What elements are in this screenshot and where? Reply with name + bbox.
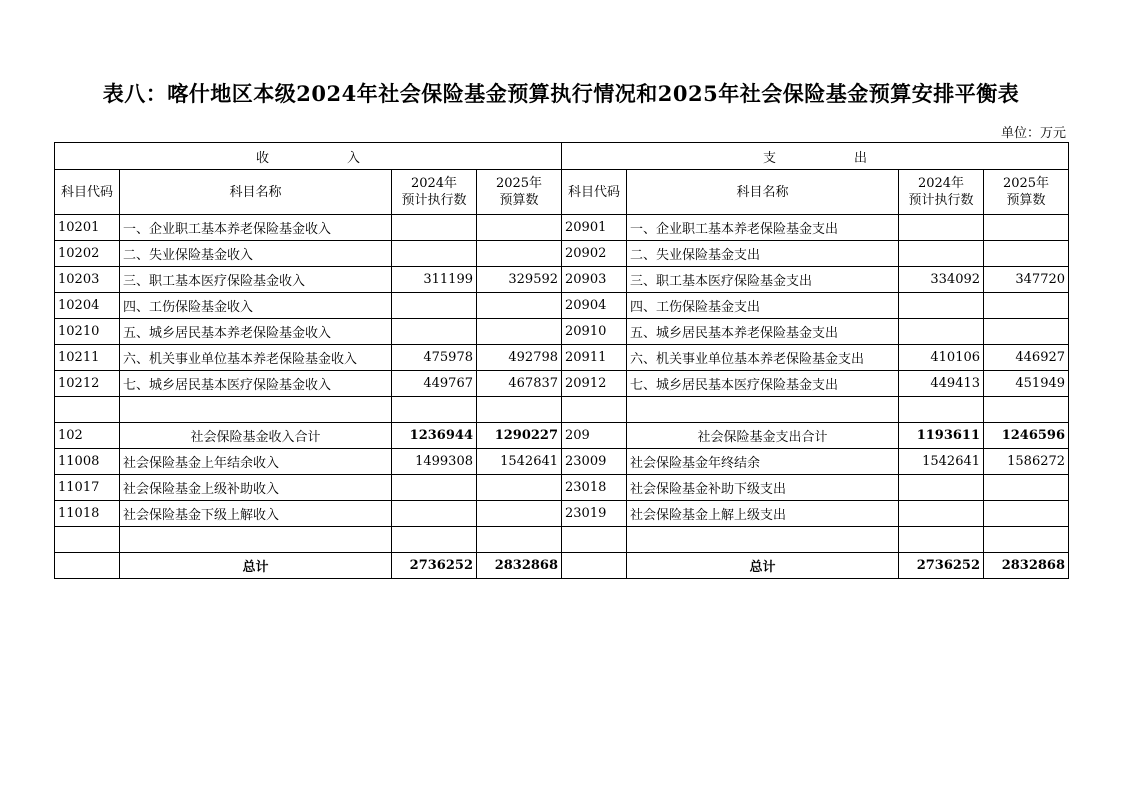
out-total-2024: 2736252	[899, 553, 984, 579]
expense-section-header: 支 出	[562, 143, 1069, 170]
table-row	[55, 449, 1069, 475]
in-2024-cell	[392, 501, 477, 527]
in-2024-cell: 1499308	[392, 449, 477, 475]
in-name-cell: 四、工伤保险基金收入	[120, 293, 392, 319]
in-name-cell: 三、职工基本医疗保险基金收入	[120, 267, 392, 293]
in-name-cell: 社会保险基金上级补助收入	[120, 475, 392, 501]
out-code-cell: 20901	[562, 215, 627, 241]
out-code-cell: 23009	[562, 449, 627, 475]
in-2024-cell	[392, 293, 477, 319]
in-code-cell: 10212	[55, 371, 120, 397]
in-subtotal-2025: 1290227	[477, 423, 562, 449]
in-code-cell: 10202	[55, 241, 120, 267]
out-2024-cell: 1542641	[899, 449, 984, 475]
table-row	[55, 267, 1069, 293]
in-name-cell: 七、城乡居民基本医疗保险基金收入	[120, 371, 392, 397]
out-2025-header: 2025年 预算数	[984, 170, 1069, 215]
in-name-cell: 六、机关事业单位基本养老保险基金收入	[120, 345, 392, 371]
in-name-cell: 一、企业职工基本养老保险基金收入	[120, 215, 392, 241]
in-2025-cell	[477, 215, 562, 241]
in-2025-cell	[477, 319, 562, 345]
in-name-cell: 二、失业保险基金收入	[120, 241, 392, 267]
subtotal-row	[55, 423, 1069, 449]
total-row	[55, 553, 1069, 579]
page-title: 表八：喀什地区本级2024年社会保险基金预算执行情况和2025年社会保险基金预算安排平衡表	[102, 81, 1020, 106]
out-total-2025: 2832868	[984, 553, 1069, 579]
out-code-cell: 20910	[562, 319, 627, 345]
out-2024-cell	[899, 293, 984, 319]
in-2025-cell: 492798	[477, 345, 562, 371]
out-subtotal-2025: 1246596	[984, 423, 1069, 449]
in-name-cell: 五、城乡居民基本养老保险基金收入	[120, 319, 392, 345]
out-name-cell: 七、城乡居民基本医疗保险基金支出	[627, 371, 899, 397]
out-2025-cell: 446927	[984, 345, 1069, 371]
in-code-cell: 11008	[55, 449, 120, 475]
out-code-cell: 23018	[562, 475, 627, 501]
out-2024-cell: 410106	[899, 345, 984, 371]
table-row	[55, 371, 1069, 397]
table-row	[55, 241, 1069, 267]
in-2024-cell: 311199	[392, 267, 477, 293]
income-section-header: 收 入	[55, 143, 562, 170]
in-2025-cell: 1542641	[477, 449, 562, 475]
in-2025-cell	[477, 475, 562, 501]
table-row	[55, 215, 1069, 241]
out-subtotal-label: 社会保险基金支出合计	[627, 423, 899, 449]
blank-row	[55, 527, 1069, 553]
blank-row	[55, 397, 1069, 423]
out-2025-cell	[984, 501, 1069, 527]
in-2025-cell	[477, 241, 562, 267]
in-code-cell: 11018	[55, 501, 120, 527]
table-row	[55, 293, 1069, 319]
out-2025-cell	[984, 319, 1069, 345]
table-row	[55, 319, 1069, 345]
in-2024-cell	[392, 319, 477, 345]
in-2024-cell: 475978	[392, 345, 477, 371]
budget-balance-table	[54, 142, 1069, 579]
in-total-label: 总计	[120, 553, 392, 579]
in-subtotal-code: 102	[55, 423, 120, 449]
out-2025-cell: 347720	[984, 267, 1069, 293]
in-2024-cell	[392, 215, 477, 241]
in-subtotal-label: 社会保险基金收入合计	[120, 423, 392, 449]
out-name-header: 科目名称	[627, 170, 899, 215]
out-total-label: 总计	[627, 553, 899, 579]
out-2024-cell: 449413	[899, 371, 984, 397]
out-name-cell: 六、机关事业单位基本养老保险基金支出	[627, 345, 899, 371]
in-code-cell: 10211	[55, 345, 120, 371]
section-header-row	[55, 143, 1069, 170]
out-code-cell: 20904	[562, 293, 627, 319]
out-2024-cell	[899, 501, 984, 527]
out-2024-cell: 334092	[899, 267, 984, 293]
out-2025-cell	[984, 293, 1069, 319]
out-2024-header: 2024年 预计执行数	[899, 170, 984, 215]
out-2024-cell	[899, 241, 984, 267]
in-code-cell: 11017	[55, 475, 120, 501]
in-subtotal-2024: 1236944	[392, 423, 477, 449]
in-2024-cell: 449767	[392, 371, 477, 397]
out-name-cell: 五、城乡居民基本养老保险基金支出	[627, 319, 899, 345]
in-2025-cell	[477, 501, 562, 527]
in-2024-cell	[392, 241, 477, 267]
out-subtotal-2024: 1193611	[899, 423, 984, 449]
out-name-cell: 社会保险基金上解上级支出	[627, 501, 899, 527]
in-code-cell: 10204	[55, 293, 120, 319]
out-2024-cell	[899, 475, 984, 501]
out-code-cell: 20903	[562, 267, 627, 293]
out-name-cell: 社会保险基金补助下级支出	[627, 475, 899, 501]
column-header-row	[55, 170, 1069, 215]
in-code-header: 科目代码	[55, 170, 120, 215]
in-2024-header: 2024年 预计执行数	[392, 170, 477, 215]
in-2025-cell: 329592	[477, 267, 562, 293]
in-code-cell: 10203	[55, 267, 120, 293]
in-name-header: 科目名称	[120, 170, 392, 215]
table-row	[55, 501, 1069, 527]
out-2024-cell	[899, 319, 984, 345]
out-code-cell: 20902	[562, 241, 627, 267]
out-name-cell: 社会保险基金年终结余	[627, 449, 899, 475]
out-code-cell: 20911	[562, 345, 627, 371]
in-code-cell: 10201	[55, 215, 120, 241]
out-code-header: 科目代码	[562, 170, 627, 215]
in-name-cell: 社会保险基金上年结余收入	[120, 449, 392, 475]
out-name-cell: 一、企业职工基本养老保险基金支出	[627, 215, 899, 241]
table-row	[55, 345, 1069, 371]
out-name-cell: 四、工伤保险基金支出	[627, 293, 899, 319]
out-code-cell: 23019	[562, 501, 627, 527]
in-2025-header: 2025年 预算数	[477, 170, 562, 215]
in-2024-cell	[392, 475, 477, 501]
table-row	[55, 475, 1069, 501]
out-2025-cell	[984, 475, 1069, 501]
out-name-cell: 三、职工基本医疗保险基金支出	[627, 267, 899, 293]
out-subtotal-code: 209	[562, 423, 627, 449]
in-total-2025: 2832868	[477, 553, 562, 579]
in-name-cell: 社会保险基金下级上解收入	[120, 501, 392, 527]
in-total-2024: 2736252	[392, 553, 477, 579]
out-2025-cell: 451949	[984, 371, 1069, 397]
out-2025-cell	[984, 241, 1069, 267]
out-name-cell: 二、失业保险基金支出	[627, 241, 899, 267]
out-code-cell: 20912	[562, 371, 627, 397]
in-code-cell: 10210	[55, 319, 120, 345]
out-2025-cell: 1586272	[984, 449, 1069, 475]
out-2025-cell	[984, 215, 1069, 241]
in-2025-cell	[477, 293, 562, 319]
unit-label: 单位：万元	[1000, 126, 1066, 141]
out-2024-cell	[899, 215, 984, 241]
in-2025-cell: 467837	[477, 371, 562, 397]
